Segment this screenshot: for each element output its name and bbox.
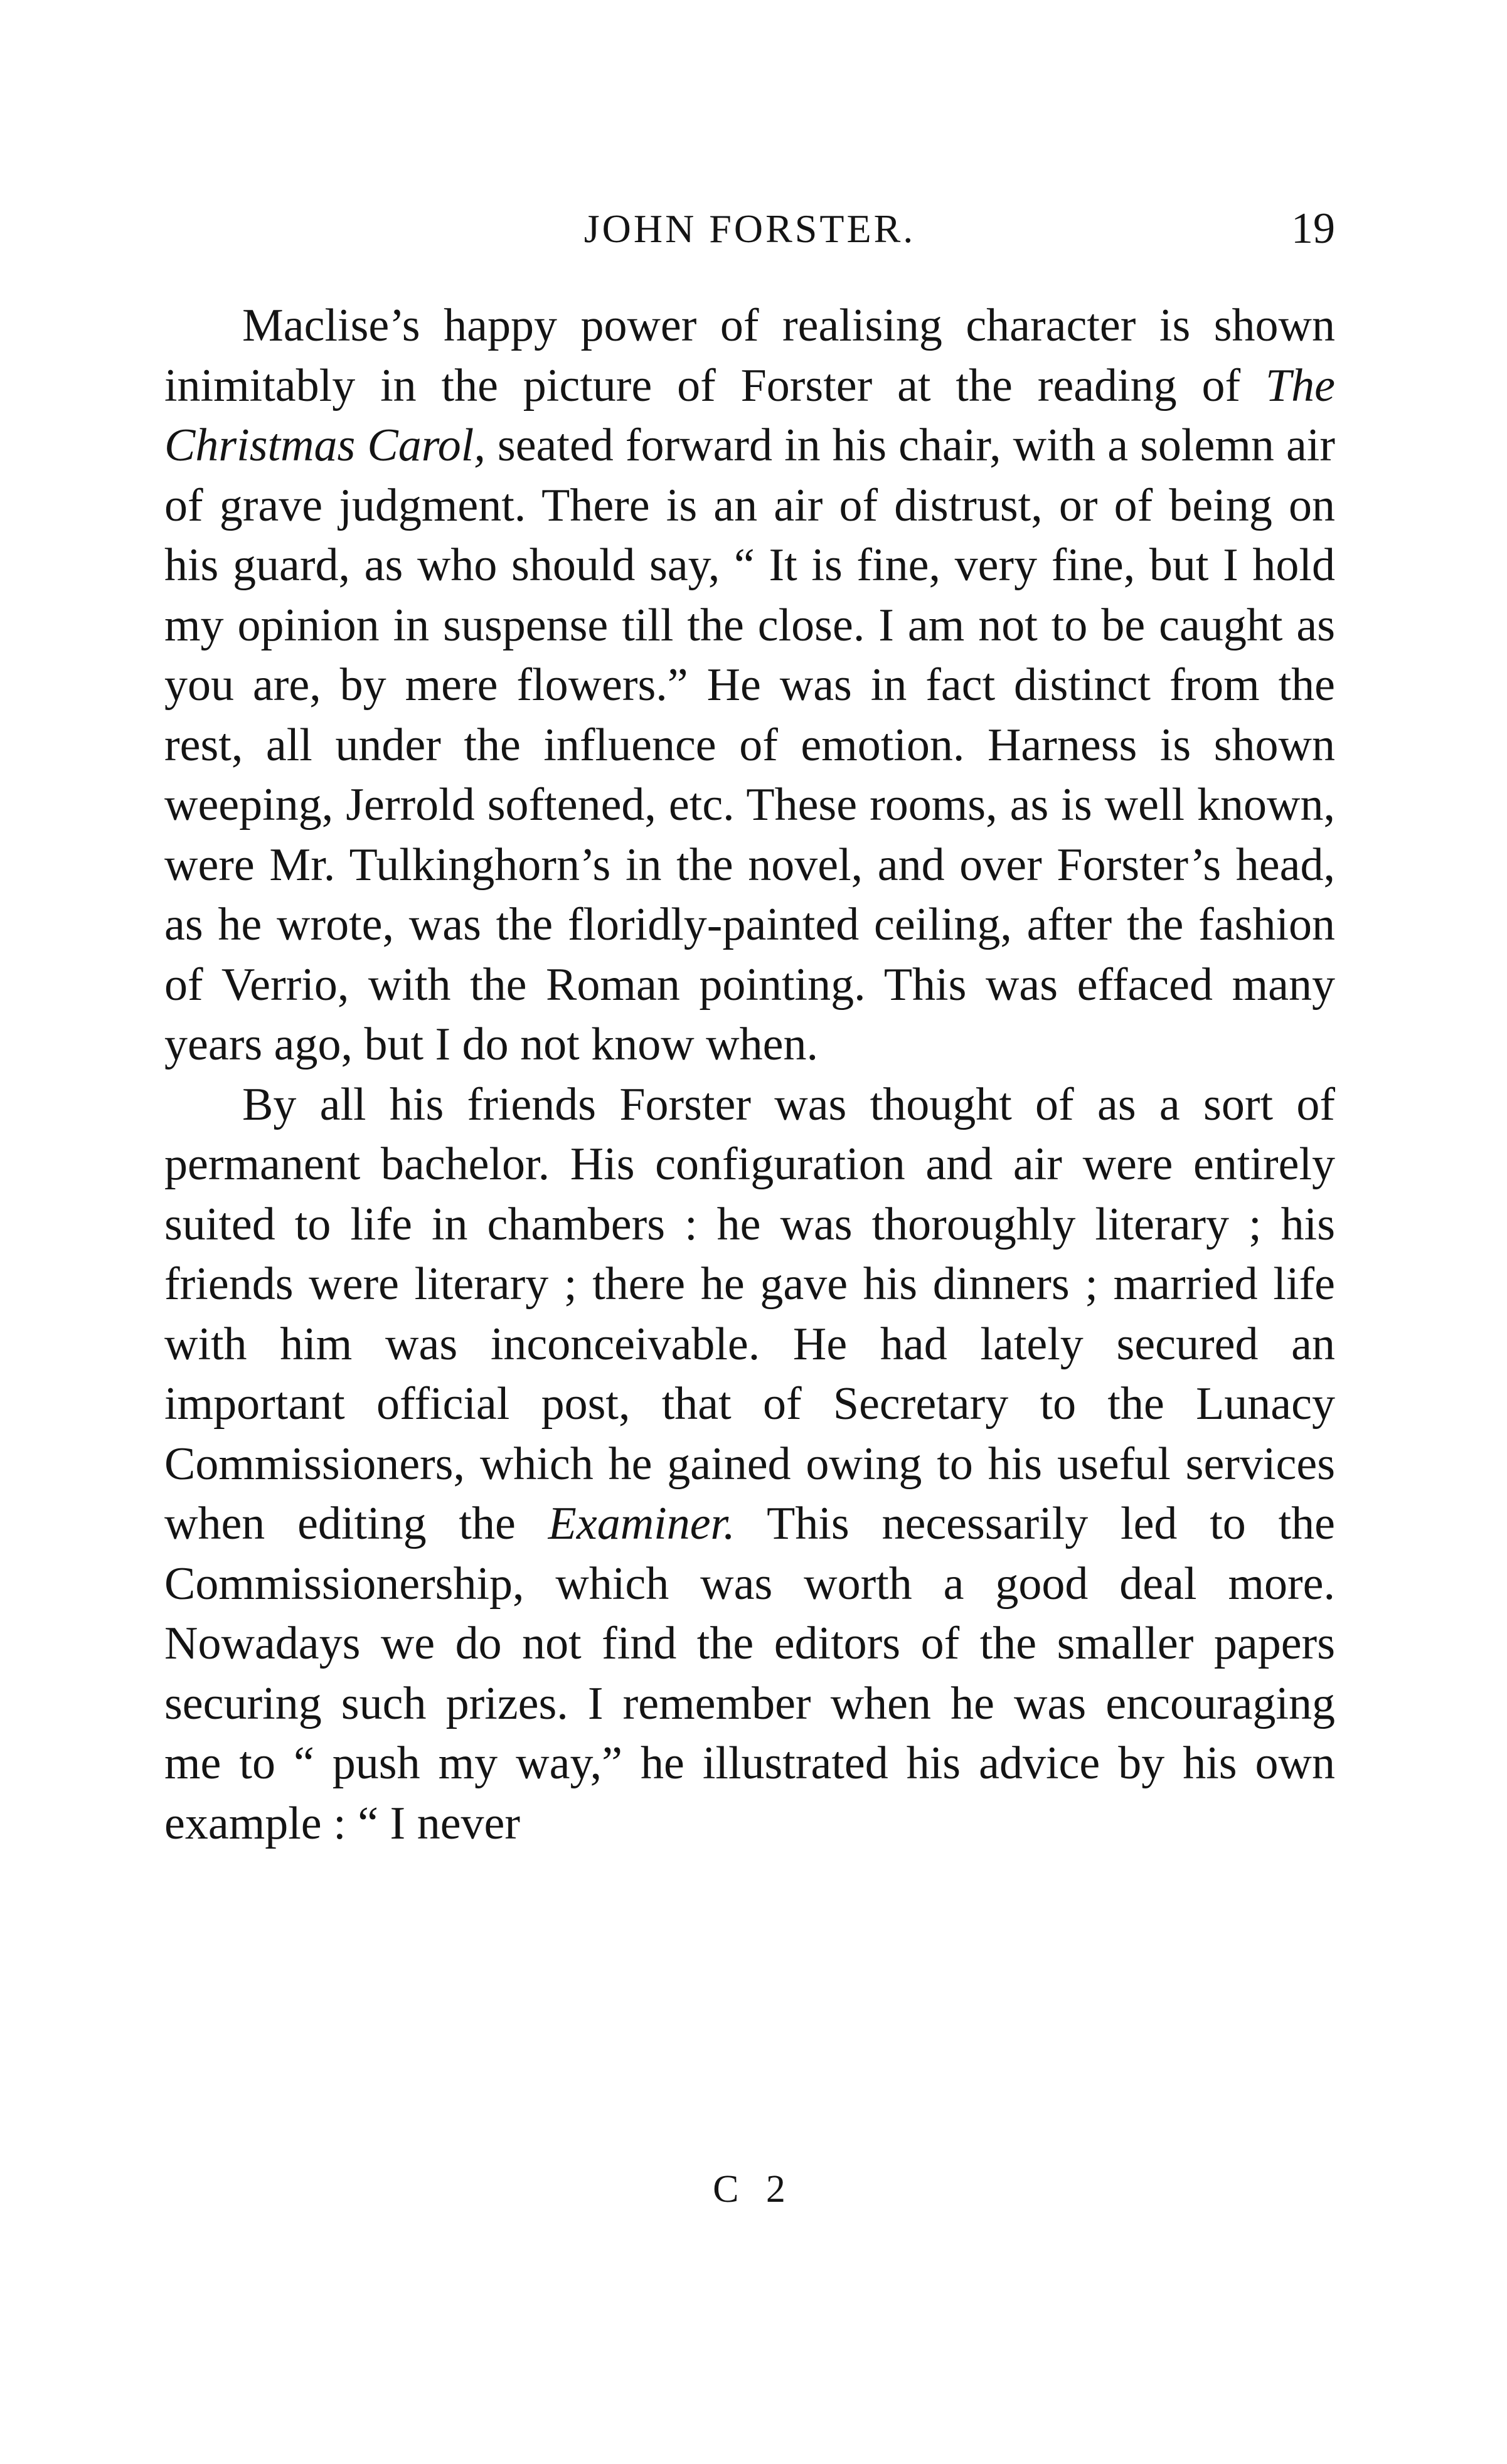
paragraph-text: This necessarily led to the Commissionership, which was worth a good deal more. Nowadays we do not find the editors of the smaller papers securing such prizes. I remember when he was encouraging me to “ push my way,” he illustrated his advice by his own example : “ I never xyxy=(164,1498,1336,1849)
periodical-title-italic: Examiner. xyxy=(548,1498,735,1549)
paragraph-text: seated forward in his chair, with a solemn air of grave judgment. There is an air of distrust, or of being on his guard, as who should say, “ It is fine, very fine, but I hold my opinion in suspense till the close. I am not to be caught as you are, by mere flowers.” He was in fact distinct from the rest, all under the influence of emotion. Harness is shown weeping, Jerrold softened, etc. These rooms, as is well known, were Mr. Tulkinghorn’s in the novel, and over Forster’s head, as he wrote, was the floridly-painted ceiling, after the fashion of Verrio, with the Roman pointing. This was effaced many years ago, but I do not know when. xyxy=(164,420,1335,1070)
body-text xyxy=(164,296,1335,1854)
paragraph xyxy=(164,296,1335,1075)
book-title-italic: The Christmas Carol, xyxy=(164,359,1335,471)
paragraph-text: By all his friends Forster was thought of as a sort of permanent bachelor. His configuration and air were entirely suited to life in chambers : he was thoroughly literary ; his friends were literary ; there he gave his dinners ; married life with him was inconceivable. He had lately secured an important official post, that of Secretary to the Lunacy Commissioners, which he gained owing to his useful services when editing the xyxy=(164,1078,1335,1549)
paragraph xyxy=(164,1075,1335,1854)
signature-mark: C 2 xyxy=(713,2168,794,2211)
paragraph-text: Maclise’s happy power of realising character is shown inimitably in the picture of Forster at the reading of xyxy=(164,300,1335,412)
running-title: JOHN FORSTER. xyxy=(583,206,916,251)
page-number: 19 xyxy=(1291,204,1335,253)
page-header xyxy=(164,201,1335,257)
